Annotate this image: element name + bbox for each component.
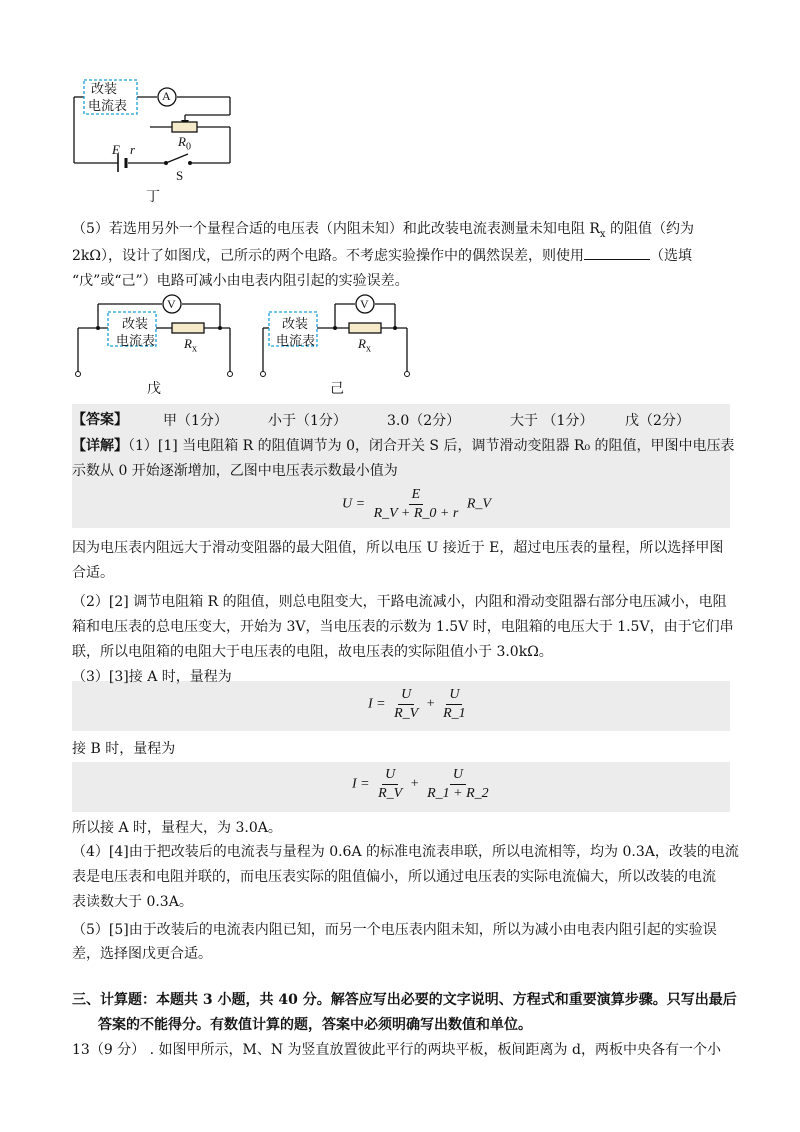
detail-p4-line3: 表读数大于 0.3A。 — [72, 894, 193, 910]
q13-line1: 13（9 分） . 如图甲所示，M、N 为竖直放置彼此平行的两块平板，板间距离为 d，两板中央各有一个小 — [72, 1042, 721, 1058]
detail-line1: 【详解】（1）[1] 当电阻箱 R 的阻值调节为 0，闭合开关 S 后，调节滑动变阻器 R₀ 的阻值，甲图中电压表 — [72, 438, 735, 454]
equation-1: U = $\frac{E}{R\_V + R\_0 + r}$ R_V — [342, 487, 491, 521]
q5-line1: （5）若选用另外一个量程合适的电压表（内阻未知）和此改装电流表测量未知电阻 $R_x$ 的阻值（约为 — [72, 221, 694, 240]
section3-heading-line2: 答案的不能得分。有数值计算的题，答案中必须明确写出数值和单位。 — [98, 1017, 532, 1033]
ji-rx-label: $R_x$ — [358, 336, 371, 355]
detail-p3-line1: （3）[3]接 A 时，量程为 — [72, 669, 232, 685]
circuit-ding — [60, 70, 260, 185]
internal-r-label: r — [130, 142, 136, 157]
ding-box-line1: 改装 — [91, 81, 118, 96]
detail-p2-line3: 联，所以电阻箱的电阻大于电压表的电阻，故电压表的实际阻值小于 3.0kΩ。 — [72, 644, 553, 660]
wu-voltmeter-label: V — [167, 297, 176, 311]
fig-caption-ding: 丁 — [146, 189, 160, 205]
answer-2: 小于（1分） — [268, 413, 347, 429]
detail-p2-line2: 箱和电压表的总电压变大，开始为 3V，当电压表的示数为 1.5V 时，电阻箱的电压大于 1.5V，由于它们串 — [72, 619, 734, 635]
emf-label: E — [112, 142, 120, 157]
fig-caption-wu: 戊 — [147, 381, 161, 397]
answer-1: 甲（1分） — [163, 413, 228, 429]
detail-line2: 示数从 0 开始逐渐增加，乙图中电压表示数最小值为 — [72, 463, 398, 479]
wu-box-line1: 改装 — [122, 316, 149, 331]
r0-label: $R_0$ — [178, 134, 191, 153]
fig-caption-ji: 己 — [330, 381, 344, 397]
q5-line3: “戊”或“己”）电路可减小由电表内阻引起的实验误差。 — [72, 273, 409, 289]
equation-2: I = $\frac{U}{R\_V}$ + $\frac{U}{R\_1}$ — [368, 687, 466, 721]
answer-5: 戊（2分） — [625, 413, 690, 429]
wu-box-line2: 电流表 — [116, 333, 156, 348]
switch-label: S — [176, 168, 184, 183]
answer-label: 【答案】 — [72, 412, 128, 428]
answer-4: 大于 （1分） — [510, 413, 594, 429]
detail-p4-line1: （4）[4]由于把改装后的电流表与量程为 0.6A 的标准电流表串联，所以电流相等，均为 0.3A，改装的电流 — [72, 844, 739, 860]
ji-box-line2: 电流表 — [276, 333, 316, 348]
detail-p5-line1: （5）[5]由于改装后的电流表内阻已知，而另一个电压表内阻未知，所以为减小由电表内阻引起的实验误 — [72, 922, 717, 938]
detail-p3-line3: 所以接 A 时，量程大，为 3.0A。 — [72, 820, 282, 836]
q5-line2: 2kΩ），设计了如图戊，己所示的两个电路。不考虑实验操作中的偶然误差，则使用 （选填 — [72, 245, 732, 266]
detail-p4-line2: 表是电压表和电阻并联的，而电压表实际的阻值偏小，所以通过电压表的实际电流偏大，所以改装的电流 — [72, 869, 716, 885]
answer-row — [72, 410, 128, 430]
detail-p5-line2: 差，选择图戊更合适。 — [72, 946, 212, 962]
ji-voltmeter-label: V — [360, 297, 369, 311]
detail-p3-line2: 接 B 时，量程为 — [72, 741, 176, 757]
ding-box-line2: 电流表 — [88, 98, 128, 113]
detail-line3: 因为电压表内阻远大于滑动变阻器的最大阻值，所以电压 U 接近于 E，超过电压表的量程，所以选择甲图 — [72, 540, 724, 556]
detail-p2-line1: （2）[2] 调节电阻箱 R 的阻值，则总电阻变大，干路电流减小，内阻和滑动变阻器右部分电压减小，电阻 — [72, 594, 727, 610]
answer-blank — [584, 245, 650, 260]
answer-3: 3.0（2分） — [387, 413, 461, 429]
ammeter-label: A — [162, 89, 171, 103]
ji-box-line1: 改装 — [282, 316, 309, 331]
section3-heading-line1: 三、计算题：本题共 3 小题，共 40 分。解答应写出必要的文字说明、方程式和重要演算步骤。只写出最后 — [72, 992, 737, 1008]
wu-rx-label: $R_x$ — [184, 336, 197, 355]
equation-3: I = $\frac{U}{R\_V}$ + $\frac{U}{R\_1 + R\_2}$ — [352, 767, 489, 801]
detail-line4: 合适。 — [72, 565, 114, 581]
